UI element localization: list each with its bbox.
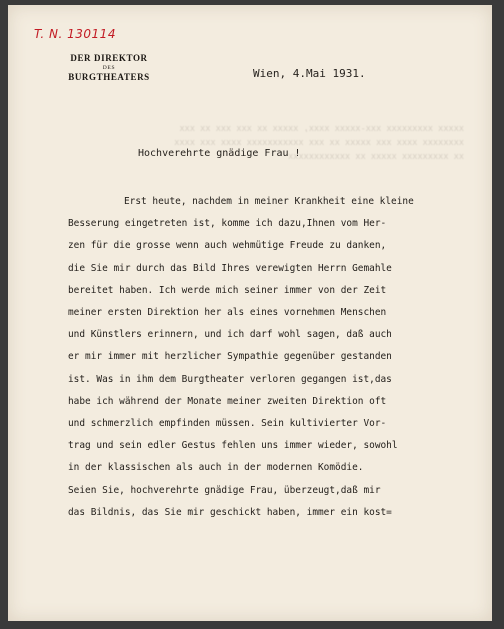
letterhead-theater: BURGTHEATERS: [68, 72, 150, 82]
body-line: trag und sein edler Gestus fehlen uns immer wieder, sowohl: [68, 440, 398, 452]
letter-body: [68, 191, 414, 524]
letter-page: [8, 5, 492, 621]
body-line: zen für die grosse wenn auch wehmütige Freude zu danken,: [68, 240, 387, 252]
body-line: und schmerzlich empfinden müssen. Sein kultivierter Vor-: [68, 418, 387, 430]
body-line: ist. Was in ihm dem Burgtheater verloren gegangen ist,das: [68, 373, 392, 385]
salutation: Hochverehrte gnädige Frau !: [138, 148, 301, 159]
letterhead-director: DER DIREKTOR: [70, 53, 148, 63]
body-line: Erst heute, nachdem in meiner Krankheit eine kleine: [124, 196, 414, 207]
body-line: er mir immer mit herzlicher Sympathie gegenüber gestanden: [68, 351, 392, 363]
dateline: Wien, 4.Mai 1931.: [253, 67, 366, 80]
archive-number: T. N. 130114: [34, 27, 116, 41]
body-line: bereitet haben. Ich werde mich seiner immer von der Zeit: [68, 284, 387, 296]
body-line: in der klassischen als auch in der modernen Komödie.: [68, 462, 364, 474]
body-line: meiner ersten Direktion her als eines vornehmen Menschen: [68, 307, 387, 319]
show-through-text: xxxxx xxxxxxxxx xxx-xxxxx xxxx, xxxxx xx xxx xxx xx xxx xxxxxxxx xxxx xxx xxxxx xx xxx xxxxxxxxxxx xxxx xxx xxxx xx xxxxxxxxx xxxxx xx xxxxxxxxxxxx: [174, 124, 464, 162]
body-line: habe ich während der Monate meiner zweiten Direktion oft: [68, 395, 387, 407]
letterhead: [57, 53, 161, 83]
letterhead-des: DES: [102, 65, 116, 71]
body-line: das Bildnis, das Sie mir geschickt haben, immer ein kost=: [68, 506, 392, 518]
body-line: Seien Sie, hochverehrte gnädige Frau, überzeugt,daß mir: [68, 484, 381, 496]
body-line: und Künstlers erinnern, und ich darf wohl sagen, daß auch: [68, 329, 392, 341]
body-line: die Sie mir durch das Bild Ihres verewigten Herrn Gemahle: [68, 262, 392, 274]
body-line: Besserung eingetreten ist, komme ich dazu,Ihnen vom Her-: [68, 218, 387, 230]
